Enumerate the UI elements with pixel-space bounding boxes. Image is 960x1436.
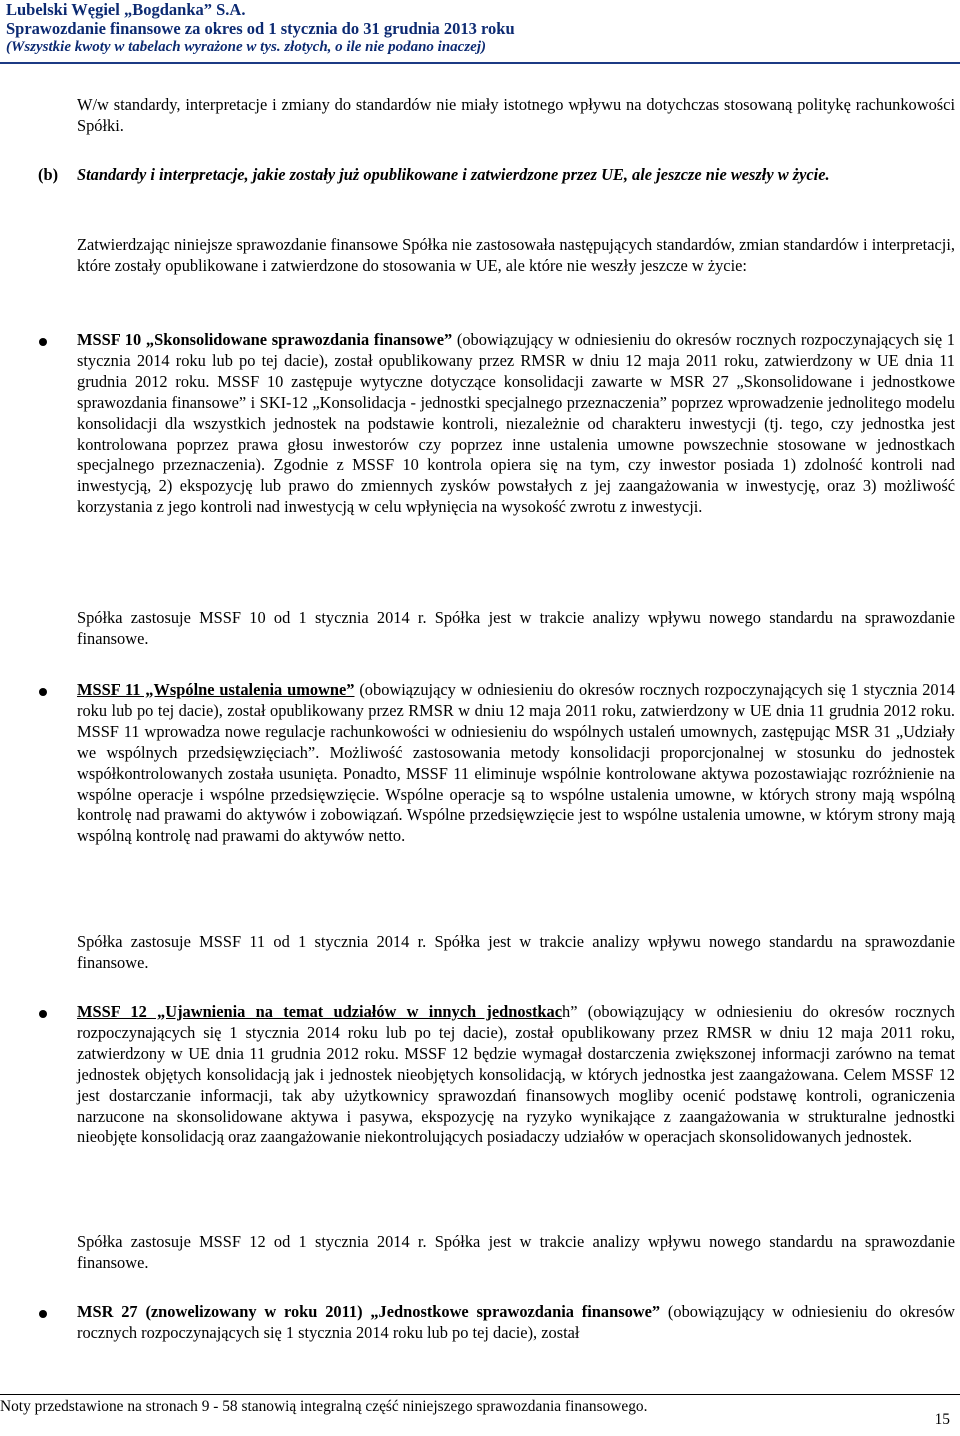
- page-header: [6, 0, 515, 57]
- section-b-label: (b): [38, 165, 59, 184]
- company-name: Lubelski Węgiel „Bogdanka” S.A.: [6, 0, 246, 19]
- lead-paragraph: Zatwierdzając niniejsze sprawozdanie finansowe Spółka nie zastosowała następujących standardów, zmian standardów i interpretacji, które zostały opublikowane i zatwierdzone do stosowania w UE, ale które nie weszły jeszcze w życie:: [77, 235, 955, 275]
- item-body: (obowiązujący w odniesieniu do okresów rocznych rozpoczynających się 1 stycznia 2014 roku lub po tej dacie), został opublikowany przez RMSR w dniu 12 maja 2011 roku, zatwierdzony w UE dnia 11 grudnia 2012 roku. MSSF 12 będzie wymagał dostarczenia zwiększonej informacji zarówno na temat jednostek objętych konsolidacją jak i jednostek nieobjętych konsolidacją, w których jednostka jest zaangażowana. Celem MSSF 12 jest dostarczanie informacji, tak aby użytkownicy sprawozdań finansowych mogliby ocenić podstawę kontroli, ograniczenia narzucone na skonsolidowane aktywa i pasywa, ekspozycję na ryzyko wynikające z zaangażowania w strukturalne jednostki nieobjęte konsolidacją oraz zaangażowanie niekontrolujących posiadaczy udziałów w operacjach skonsolidowanych jednostek.: [77, 1002, 955, 1147]
- page-number: 15: [934, 1411, 950, 1428]
- footer-note: Noty przedstawione na stronach 9 - 58 stanowią integralną część niniejszego sprawozdania finansowego.: [0, 1398, 648, 1415]
- item-title: MSSF 12 „Ujawnienia na temat udziałów w innych jednostkac: [77, 1002, 562, 1021]
- intro-paragraph: W/w standardy, interpretacje i zmiany do standardów nie miały istotnego wpływu na dotychczas stosowaną politykę rachunkowości Spółki.: [77, 95, 955, 135]
- item-body: (obowiązujący w odniesieniu do okresów rocznych rozpoczynających się 1 stycznia 2014 roku lub po tej dacie), został opublikowany przez RMSR w dniu 12 maja 2011 roku, zatwierdzony w UE dnia 11 grudnia 2012 roku. MSSF 10 zastępuje wytyczne dotyczące konsolidacji zawarte w MSR 27 „Skonsolidowane i jednostkowe sprawozdania finansowe” i SKI-12 „Konsolidacja - jednostki specjalnego przeznaczenia” poprzez wprowadzenie jednolitego modelu konsolidacji dla wszystkich jednostek na podstawie kontroli, niezależnie od charakteru inwestycji (tj. tego, czy jednostka jest kontrolowana poprzez prawa głosu inwestorów czy poprzez inne ustalenia umowne powszechnie stosowane w jednostkach specjalnego przeznaczenia). Zgodnie z MSSF 10 kontrola opiera się na tym, czy inwestor posiada 1) zdolność kontroli nad inwestycją, 2) ekspozycję lub prawo do zmiennych zysków powstałych z jej zaangażowania w inwestycję, oraz 3) możliwość korzystania z jego kontroli nad inwestycją w celu wpłynięcia na wysokość zwrotu z inwestycji.: [77, 330, 955, 517]
- bullet-icon: [39, 338, 47, 346]
- item-title: MSSF 11 „Wspólne ustalenia umowne”: [77, 680, 355, 699]
- bullet-icon: [39, 1310, 47, 1318]
- list-item-mssf12: [77, 1002, 955, 1148]
- item-title-tail: h”: [562, 1002, 578, 1021]
- list-item-mssf10: [77, 330, 955, 518]
- section-b-title: Standardy i interpretacje, jakie zostały już opublikowane i zatwierdzone przez UE, ale jeszcze nie weszły w życie.: [77, 165, 830, 184]
- item-note-mssf12: Spółka zastosuje MSSF 12 od 1 stycznia 2014 r. Spółka jest w trakcie analizy wpływu nowego standardu na sprawozdanie finansowe.: [77, 1232, 955, 1272]
- header-rule: [0, 62, 960, 64]
- list-item-mssf11: [77, 680, 955, 847]
- bullet-icon: [39, 688, 47, 696]
- list-item-msr27: [77, 1302, 955, 1344]
- item-note-mssf11: Spółka zastosuje MSSF 11 od 1 stycznia 2014 r. Spółka jest w trakcie analizy wpływu nowego standardu na sprawozdanie finansowe.: [77, 932, 955, 972]
- item-note-mssf10: Spółka zastosuje MSSF 10 od 1 stycznia 2014 r. Spółka jest w trakcie analizy wpływu nowego standardu na sprawozdanie finansowe.: [77, 608, 955, 648]
- item-title: MSSF 10 „Skonsolidowane sprawozdania finansowe”: [77, 330, 453, 349]
- item-title: MSR 27 (znowelizowany w roku 2011) „Jednostkowe sprawozdania finansowe”: [77, 1302, 661, 1321]
- bullet-icon: [39, 1010, 47, 1018]
- amounts-note: (Wszystkie kwoty w tabelach wyrażone w tys. złotych, o ile nie podano inaczej): [6, 39, 486, 55]
- item-body: (obowiązujący w odniesieniu do okresów rocznych rozpoczynających się 1 stycznia 2014 roku lub po tej dacie), został: [77, 1302, 955, 1342]
- item-body: (obowiązujący w odniesieniu do okresów rocznych rozpoczynających się 1 stycznia 2014 roku lub po tej dacie), został opublikowany przez RMSR w dniu 12 maja 2011 roku, zatwierdzony w UE dnia 11 grudnia 2012 roku. MSSF 11 wprowadza nowe regulacje rachunkowości w odniesieniu do wspólnych ustaleń umownych, zastępując MSR 31 „Udziały we wspólnych przedsięwzięciach”. Możliwość zastosowania metody konsolidacji proporcjonalnej w stosunku do jednostek współkontrolowanych została usunięta. Ponadto, MSSF 11 eliminuje wspólnie kontrolowane aktywa pozostawiając rozróżnienie na wspólne operacje i wspólne przedsięwzięcie. Wspólne operacje są to wspólne ustalenia umowne, w których strony mają wspólną kontrolę nad prawami do aktywów i zobowiązań. Wspólne przedsięwzięcie jest to wspólne ustalenia umowne, w którym strony mają wspólną kontrolę nad prawami do aktywów netto.: [77, 680, 955, 846]
- report-title: Sprawozdanie finansowe za okres od 1 stycznia do 31 grudnia 2013 roku: [6, 19, 515, 38]
- footer-rule: [0, 1394, 960, 1395]
